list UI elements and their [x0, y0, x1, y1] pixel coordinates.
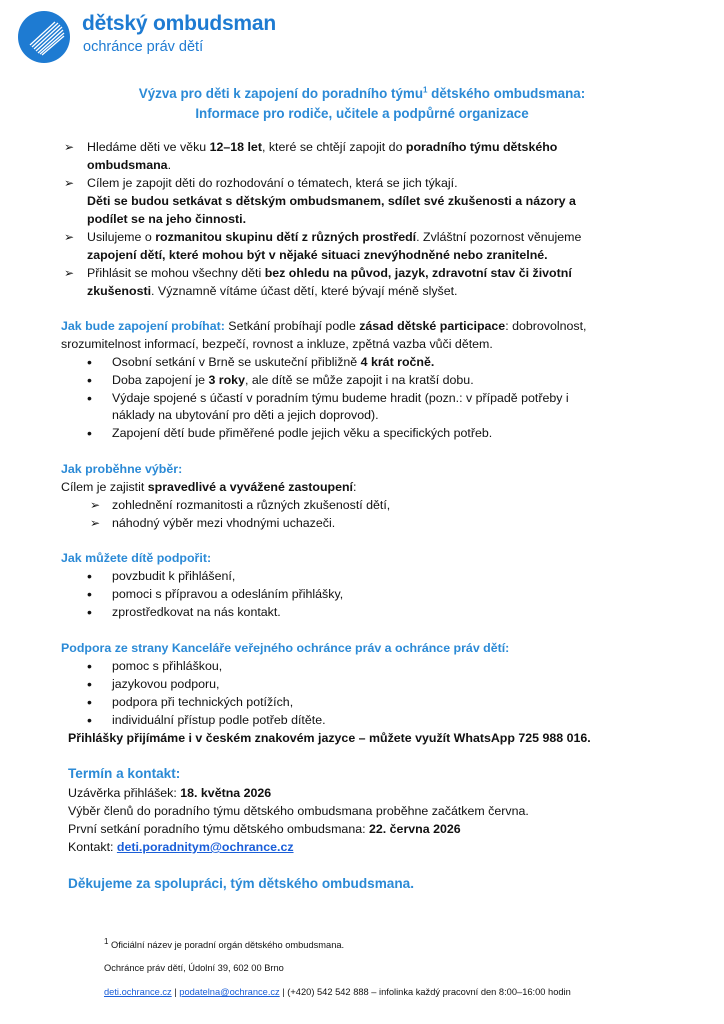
footnote-number: 1 — [104, 936, 109, 946]
text: Cílem je zapojit děti do rozhodování o tématech, která se jich týkají. — [87, 176, 458, 190]
text: Doba zapojení je — [112, 373, 209, 387]
text: Oficiální název je poradní orgán dětského ombudsmana. — [108, 940, 345, 950]
text: Setkání probíhají podle — [224, 319, 360, 333]
arrow-bullet-icon: ➢ — [90, 498, 101, 512]
dot-bullet-icon: • — [87, 425, 92, 441]
text: Usilujeme o — [87, 230, 156, 244]
footer-contacts — [104, 987, 571, 997]
page-subtitle: Informace pro rodiče, učitele a podpůrné organizace — [195, 106, 529, 121]
arrow-bullet-icon: ➢ — [90, 516, 101, 530]
dot-bullet-icon: • — [87, 676, 92, 692]
email-link[interactable]: podatelna@ochrance.cz — [179, 987, 280, 997]
section-heading: Jak bude zapojení probíhat: — [61, 319, 225, 333]
section-heading: Jak můžete dítě podpořit: — [61, 551, 212, 565]
text: Zapojení dětí bude přiměřené podle jejich věku a specifických potřeb. — [112, 426, 493, 440]
title-part: dětského ombudsmana: — [427, 86, 586, 101]
text: 4 krát ročně. — [360, 355, 435, 369]
text: 22. června 2026 — [369, 822, 461, 836]
text: Osobní setkání v Brně se uskuteční přibližně — [112, 355, 361, 369]
footnote-ref: 1 — [423, 85, 428, 95]
text: Přihlášky přijímáme i v českém znakovém jazyce – můžete využít WhatsApp 725 988 016. — [68, 731, 591, 745]
text: zásad dětské participace — [359, 319, 506, 333]
text: podpora při technických potížích, — [112, 695, 294, 709]
separator: | — [171, 987, 180, 997]
text: , ale dítě se může zapojit i na kratší dobu. — [244, 373, 474, 387]
dot-bullet-icon: • — [87, 354, 92, 370]
text: zprostředkovat na nás kontakt. — [112, 605, 281, 619]
dot-bullet-icon: • — [87, 604, 92, 620]
text: . — [167, 158, 172, 172]
text: poradního týmu dětského — [405, 140, 558, 154]
text: | (+420) 542 542 888 – infolinka každý pracovní den 8:00–16:00 hodin — [279, 987, 571, 997]
text: jazykovou podporu, — [112, 677, 220, 691]
footnote — [104, 936, 345, 950]
arrow-bullet-icon: ➢ — [64, 176, 75, 190]
text: : dobrovolnost, — [505, 319, 587, 333]
text: zkušenosti — [87, 284, 152, 298]
arrow-bullet-icon: ➢ — [64, 230, 75, 244]
text: Přihlásit se mohou všechny děti — [87, 266, 265, 280]
text: spravedlivé a vyvážené zastoupení — [147, 480, 353, 494]
text: 12–18 let — [209, 140, 262, 154]
dot-bullet-icon: • — [87, 694, 92, 710]
website-link[interactable]: deti.ochrance.cz — [104, 987, 172, 997]
text: podílet se na jeho činnosti. — [87, 212, 247, 226]
dot-bullet-icon: • — [87, 372, 92, 388]
dot-bullet-icon: • — [87, 568, 92, 584]
text: rozmanitou skupinu dětí z různých prostředí — [155, 230, 417, 244]
title-part: Výzva pro děti k zapojení do poradního týmu — [138, 86, 423, 101]
text: Cílem je zajistit — [61, 480, 148, 494]
text: . Zvláštní pozornost věnujeme — [416, 230, 582, 244]
arrow-bullet-icon: ➢ — [64, 140, 75, 154]
text: První setkání poradního týmu dětského ombudsmana: — [68, 822, 369, 836]
text: individuální přístup podle potřeb dítěte. — [112, 713, 326, 727]
text: Děti se budou setkávat s dětským ombudsmanem, sdílet své zkušenosti a názory a — [87, 194, 576, 208]
text: náhodný výběr mezi vhodnými uchazeči. — [112, 516, 336, 530]
text: 18. května 2026 — [180, 786, 272, 800]
dot-bullet-icon: • — [87, 390, 92, 406]
section-heading: Termín a kontakt: — [68, 766, 181, 781]
text: : — [353, 480, 357, 494]
text: zohlednění rozmanitosti a různých zkušeností dětí, — [112, 498, 391, 512]
text: 3 roky — [208, 373, 245, 387]
section-heading: Jak proběhne výběr: — [61, 462, 183, 476]
text: Kontakt: — [68, 840, 117, 854]
text: náklady na ubytování pro děti a jejich doprovod). — [112, 408, 379, 422]
text: Hledáme děti ve věku — [87, 140, 210, 154]
arrow-bullet-icon: ➢ — [64, 266, 75, 280]
thanks-text: Děkujeme za spolupráci, tým dětského ombudsmana. — [68, 876, 414, 891]
logo-title: dětský ombudsman — [82, 12, 277, 35]
page-title — [0, 84, 724, 104]
dot-bullet-icon: • — [87, 586, 92, 602]
text: pomoci s přípravou a odesláním přihlášky, — [112, 587, 344, 601]
text: Výběr členů do poradního týmu dětského ombudsmana proběhne začátkem června. — [68, 804, 529, 818]
section-heading: Podpora ze strany Kanceláře veřejného ochránce práv a ochránce práv dětí: — [61, 641, 510, 655]
text: bez ohledu na původ, jazyk, zdravotní stav či životní — [264, 266, 572, 280]
footer-address: Ochránce práv dětí, Údolní 39, 602 00 Brno — [104, 963, 284, 973]
text: Výdaje spojené s účastí v poradním týmu budeme hradit (pozn.: v případě potřeby i — [112, 391, 569, 405]
text: srozumitelnost informací, bezpečí, rovnost a inkluze, zpětná vazba vůči dětem. — [61, 337, 493, 351]
text: zapojení dětí, které mohou být v nějaké situaci znevýhodněné nebo zranitelné. — [87, 248, 548, 262]
text: , které se chtějí zapojit do — [261, 140, 406, 154]
text: Uzávěrka přihlášek: — [68, 786, 181, 800]
dot-bullet-icon: • — [87, 658, 92, 674]
logo-subtitle: ochránce práv dětí — [83, 39, 204, 55]
text: povzbudit k přihlášení, — [112, 569, 236, 583]
text: pomoc s přihláškou, — [112, 659, 223, 673]
contact-email-link[interactable]: deti.poradnitym@ochrance.cz — [116, 840, 294, 854]
logo-icon — [18, 11, 70, 63]
dot-bullet-icon: • — [87, 712, 92, 728]
text: . Významně vítáme účast dětí, které bývají méně slyšet. — [151, 284, 458, 298]
text: ombudsmana — [87, 158, 168, 172]
